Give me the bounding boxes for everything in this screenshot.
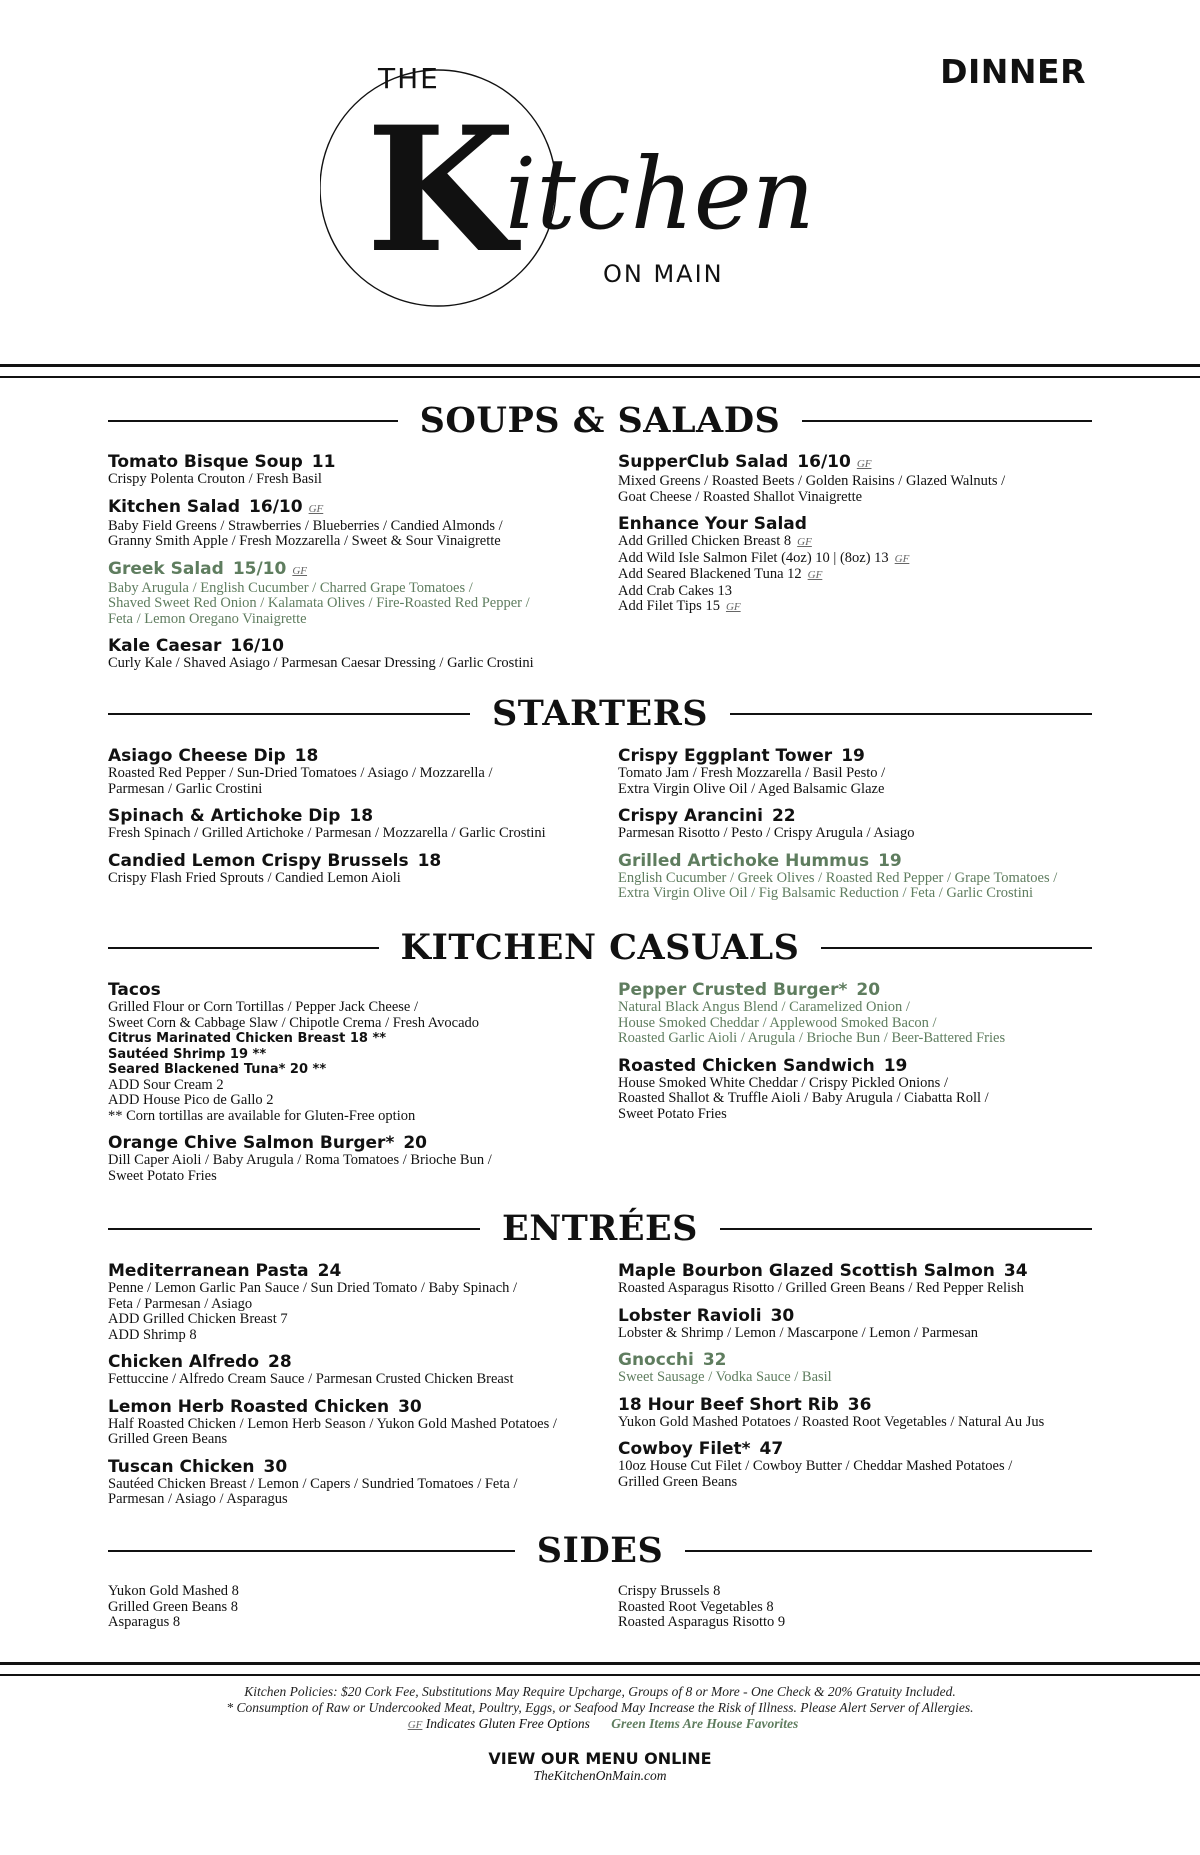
item-price: 34: [1003, 1261, 1028, 1281]
text-line: Asparagus 8: [108, 1614, 181, 1630]
item-title: Pepper Crusted Burger*: [618, 980, 848, 1000]
gluten-free-mark: GF: [725, 601, 741, 613]
sides-right: [618, 1584, 1108, 1631]
section-title-entrees: ENTRÉES: [108, 1208, 1092, 1249]
menu-item-supperclub-salad: [618, 452, 1108, 505]
item-description: ADD Shrimp 8: [108, 1326, 197, 1343]
item-price: 18: [417, 850, 442, 871]
view-menu-online: VIEW OUR MENU ONLINE: [488, 1749, 712, 1768]
item-name: [108, 1397, 598, 1417]
item-name: [108, 452, 598, 472]
bottom-divider: [0, 1662, 1200, 1676]
top-divider: [0, 364, 1200, 378]
item-description: Roasted Garlic Aioli / Arugula / Brioche Bun / Beer-Battered Fries: [618, 1030, 1006, 1046]
item-description: Roasted Shallot & Truffle Aioli / Baby Arugula / Ciabatta Roll /: [618, 1090, 989, 1106]
item-name: [618, 806, 1108, 826]
item-description: Crispy Polenta Crouton / Fresh Basil: [108, 471, 322, 487]
text-line: ADD House Pico de Gallo 2: [108, 1092, 274, 1108]
item-price: 16/10: [797, 452, 851, 472]
item-name: [108, 806, 598, 826]
item-description: Mixed Greens / Roasted Beets / Golden Raisins / Glazed Walnuts /: [618, 473, 1006, 489]
item-price: 19: [841, 746, 865, 766]
item-name: [618, 1439, 1108, 1459]
item-description: Baby Arugula / English Cucumber / Charred Grape Tomatoes /: [108, 579, 473, 596]
item-name: [618, 1306, 1108, 1326]
text-line: Seared Blackened Tuna* 20 **: [108, 1062, 327, 1077]
item-description: Parmesan / Asiago / Asparagus: [108, 1491, 288, 1507]
item-description: Sweet Potato Fries: [618, 1105, 727, 1122]
item-price: 32: [702, 1350, 727, 1370]
menu-item-roasted-chicken-sandwich: [618, 1056, 1108, 1123]
enhance-option: [618, 599, 1108, 616]
enhance-option: [618, 584, 1108, 600]
item-title: Crispy Eggplant Tower: [618, 746, 833, 766]
legend: [0, 1716, 1200, 1733]
section-title-soups-salads: SOUPS & SALADS: [108, 400, 1092, 441]
casuals-right: [618, 980, 1108, 1131]
menu-item-tuscan-chicken: [108, 1457, 598, 1508]
menu-item-crispy-eggplant-tower: [618, 746, 1108, 797]
item-description: Penne / Lemon Garlic Pan Sauce / Sun Dried Tomato / Baby Spinach /: [108, 1280, 518, 1296]
gluten-free-mark: GF: [894, 552, 910, 565]
item-description: Parmesan Risotto / Pesto / Crispy Arugula / Asiago: [618, 825, 915, 841]
menu-item-mediterranean-pasta: [108, 1261, 598, 1343]
item-description: English Cucumber / Greek Olives / Roasted Red Pepper / Grape Tomatoes /: [618, 869, 1058, 886]
item-title: Lemon Herb Roasted Chicken: [108, 1396, 390, 1417]
item-description: ADD Grilled Chicken Breast 7: [108, 1311, 288, 1327]
item-title: Maple Bourbon Glazed Scottish Salmon: [618, 1261, 995, 1281]
item-price: 18: [294, 746, 319, 766]
enhance-option-text: Add Wild Isle Salmon Filet (4oz) 10 | (8oz) 13: [618, 549, 889, 566]
soups-salads-left: [108, 452, 598, 681]
gf-legend-text: Indicates Gluten Free Options: [425, 1716, 590, 1731]
item-description: Roasted Red Pepper / Sun-Dried Tomatoes / Asiago / Mozzarella /: [108, 765, 493, 781]
menu-item-candied-lemon-crispy-brussels: [108, 851, 598, 887]
item-description: Shaved Sweet Red Onion / Kalamata Olives / Fire-Roasted Red Pepper /: [108, 595, 530, 611]
menu-item-maple-bourbon-glazed-scottish-salmon: [618, 1261, 1108, 1297]
item-description: Extra Virgin Olive Oil / Aged Balsamic Glaze: [618, 780, 885, 797]
item-description: Tomato Jam / Fresh Mozzarella / Basil Pesto /: [618, 765, 886, 781]
item-description: Grilled Green Beans: [108, 1431, 228, 1447]
tacos-options: [108, 1031, 598, 1078]
website-link[interactable]: TheKitchenOnMain.com: [533, 1768, 667, 1783]
starters-right: [618, 746, 1108, 911]
section-title-sides: SIDES: [108, 1530, 1092, 1571]
item-title: Roasted Chicken Sandwich: [618, 1055, 875, 1076]
entrees-right: [618, 1261, 1108, 1499]
item-price: 22: [771, 806, 796, 826]
menu-item-grilled-artichoke-hummus: [618, 851, 1108, 902]
item-name: [108, 746, 598, 766]
item-price: 24: [317, 1261, 342, 1281]
text-line: Grilled Flour or Corn Tortillas / Pepper Jack Cheese /: [108, 999, 419, 1015]
item-name: Tacos: [108, 980, 161, 1000]
policy-text: Kitchen Policies: $20 Cork Fee, Substitutions May Require Upcharge, Groups of 8 or More - One Check & 20% Gratuity Included.: [244, 1684, 956, 1699]
item-name: [618, 1056, 1108, 1076]
item-price: 20: [856, 980, 881, 1000]
item-title: Candied Lemon Crispy Brussels: [108, 850, 409, 871]
item-name: [108, 851, 598, 871]
item-title: Kitchen Salad: [108, 496, 241, 517]
menu-type-label: DINNER: [940, 52, 1086, 91]
item-name: [108, 1457, 598, 1477]
item-title: Lobster Ravioli: [618, 1305, 762, 1326]
item-price: 30: [398, 1396, 422, 1417]
enhance-option-text: Add Crab Cakes 13: [618, 582, 732, 599]
item-price: 30: [770, 1305, 795, 1326]
text-line: Yukon Gold Mashed 8: [108, 1583, 239, 1599]
text-line: Grilled Green Beans 8: [108, 1598, 239, 1615]
text-line: Roasted Asparagus Risotto 9: [618, 1614, 786, 1630]
item-description: Grilled Green Beans: [618, 1473, 738, 1490]
item-title: Kale Caesar: [108, 636, 222, 656]
logo-on-main: ON MAIN: [603, 260, 724, 288]
menu-item-lemon-herb-roasted-chicken: [108, 1397, 598, 1448]
item-price: 47: [759, 1439, 784, 1459]
section-title-starters: STARTERS: [108, 693, 1092, 734]
casuals-left: [108, 980, 598, 1193]
gf-legend-mark: GF: [407, 1719, 423, 1731]
item-description: Baby Field Greens / Strawberries / Blueberries / Candied Almonds /: [108, 517, 503, 534]
item-title: Crispy Arancini: [618, 806, 763, 826]
item-description: Crispy Flash Fried Sprouts / Candied Lemon Aioli: [108, 869, 401, 886]
item-name: [618, 851, 1108, 871]
logo-the: THE: [378, 62, 440, 95]
item-price: 18: [349, 806, 374, 826]
menu-item-tacos: [108, 980, 598, 1124]
enhance-option-text: Add Filet Tips 15: [618, 598, 720, 614]
item-description: Feta / Lemon Oregano Vinaigrette: [108, 610, 307, 627]
text-line: Sweet Corn & Cabbage Slaw / Chipotle Crema / Fresh Avocado: [108, 1014, 480, 1031]
item-price: 19: [883, 1055, 908, 1076]
item-price: 30: [263, 1456, 288, 1477]
item-name: [108, 1352, 598, 1372]
item-price: 19: [878, 850, 902, 871]
item-description: House Smoked Cheddar / Applewood Smoked Bacon /: [618, 1014, 937, 1031]
entrees-left: [108, 1261, 598, 1517]
item-title: Tomato Bisque Soup: [108, 452, 303, 472]
text-line: ADD Sour Cream 2: [108, 1076, 224, 1093]
starters-left: [108, 746, 598, 895]
item-title: Spinach & Artichoke Dip: [108, 806, 341, 826]
tacos-desc: [108, 1000, 598, 1031]
item-description: Roasted Asparagus Risotto / Grilled Green Beans / Red Pepper Relish: [618, 1280, 1024, 1296]
item-title: Gnocchi: [618, 1350, 694, 1370]
enhance-list: [618, 534, 1108, 616]
menu-item-cowboy-filet: [618, 1439, 1108, 1490]
tacos-adds: [108, 1078, 598, 1125]
item-description: Yukon Gold Mashed Potatoes / Roasted Root Vegetables / Natural Au Jus: [618, 1413, 1045, 1430]
text-line: ** Corn tortillas are available for Gluten-Free option: [108, 1107, 416, 1124]
item-title: Cowboy Filet*: [618, 1439, 751, 1459]
item-name: [108, 497, 598, 519]
item-name: [618, 452, 1108, 474]
item-title: Grilled Artichoke Hummus: [618, 850, 870, 871]
item-description: Natural Black Angus Blend / Caramelized Onion /: [618, 999, 910, 1015]
item-description: Fresh Spinach / Grilled Artichoke / Parmesan / Mozzarella / Garlic Crostini: [108, 825, 546, 841]
item-description: Sautéed Chicken Breast / Lemon / Capers / Sundried Tomatoes / Feta /: [108, 1475, 518, 1492]
menu-item-tomato-bisque-soup: [108, 452, 598, 488]
enhance-option-text: Add Seared Blackened Tuna 12: [618, 566, 802, 582]
menu-item-lobster-ravioli: [618, 1306, 1108, 1342]
menu-item-crispy-arancini: [618, 806, 1108, 842]
enhance-option: [618, 551, 1108, 568]
item-name: [108, 559, 598, 581]
item-title: Mediterranean Pasta: [108, 1261, 309, 1281]
item-price: 11: [311, 452, 336, 472]
menu-item-orange-chive-salmon-burger: [108, 1133, 598, 1184]
item-title: Tuscan Chicken: [108, 1456, 255, 1477]
item-description: Parmesan / Garlic Crostini: [108, 780, 263, 797]
gluten-free-mark: GF: [308, 502, 324, 515]
item-description: Extra Virgin Olive Oil / Fig Balsamic Reduction / Feta / Garlic Crostini: [618, 885, 1034, 901]
item-price: 16/10: [230, 636, 284, 656]
item-description: Half Roasted Chicken / Lemon Herb Season / Yukon Gold Mashed Potatoes /: [108, 1415, 557, 1432]
text-line: Sautéed Shrimp 19 **: [108, 1046, 267, 1062]
item-description: Goat Cheese / Roasted Shallot Vinaigrette: [618, 488, 863, 505]
gluten-free-mark: GF: [856, 458, 872, 470]
item-description: Sweet Sausage / Vodka Sauce / Basil: [618, 1369, 832, 1385]
item-title: 18 Hour Beef Short Rib: [618, 1394, 839, 1415]
menu-item-spinach-artichoke-dip: [108, 806, 598, 842]
menu-item-kale-caesar: [108, 636, 598, 672]
menu-item-greek-salad: [108, 559, 598, 628]
item-price: 16/10: [249, 496, 303, 517]
item-description: Dill Caper Aioli / Baby Arugula / Roma Tomatoes / Brioche Bun /: [108, 1152, 492, 1168]
menu-item-gnocchi: [618, 1350, 1108, 1386]
item-name: [108, 1133, 598, 1153]
enhance-option-text: Add Grilled Chicken Breast 8: [618, 533, 792, 549]
section-title-kitchen-casuals: KITCHEN CASUALS: [108, 927, 1092, 968]
enhance-option: [618, 534, 1108, 551]
menu-item-kitchen-salad: [108, 497, 598, 550]
item-name: [108, 636, 598, 656]
item-title: Chicken Alfredo: [108, 1352, 260, 1372]
item-name: [108, 1261, 598, 1281]
item-price: 15/10: [232, 558, 287, 579]
item-description: 10oz House Cut Filet / Cowboy Butter / Cheddar Mashed Potatoes /: [618, 1458, 1013, 1474]
item-description: House Smoked White Cheddar / Crispy Pickled Onions /: [618, 1074, 948, 1091]
item-price: 20: [403, 1133, 428, 1153]
favorites-legend: Green Items Are House Favorites: [611, 1716, 799, 1731]
item-description: Lobster & Shrimp / Lemon / Mascarpone / Lemon / Parmesan: [618, 1324, 979, 1341]
item-title: Orange Chive Salmon Burger*: [108, 1133, 395, 1153]
item-name: [618, 746, 1108, 766]
gluten-free-mark: GF: [292, 564, 308, 577]
menu-item-asiago-cheese-dip: [108, 746, 598, 797]
item-price: 28: [268, 1352, 292, 1372]
text-line: Roasted Root Vegetables 8: [618, 1598, 774, 1615]
item-name: [618, 980, 1108, 1000]
item-name: [618, 1395, 1108, 1415]
enhance-option: [618, 567, 1108, 584]
sides-left: [108, 1584, 598, 1631]
logo-k: K: [366, 88, 516, 291]
restaurant-logo: [320, 50, 900, 310]
item-description: Granny Smith Apple / Fresh Mozzarella / Sweet & Sour Vinaigrette: [108, 533, 501, 549]
item-price: 36: [847, 1394, 872, 1415]
text-line: Citrus Marinated Chicken Breast 18 **: [108, 1031, 387, 1046]
item-title: Enhance Your Salad: [618, 514, 807, 534]
gluten-free-mark: GF: [807, 569, 823, 581]
footer: [0, 1684, 1200, 1784]
menu-item-pepper-crusted-burger: [618, 980, 1108, 1047]
item-description: Fettuccine / Alfredo Cream Sauce / Parmesan Crusted Chicken Breast: [108, 1371, 514, 1387]
item-description: Sweet Potato Fries: [108, 1167, 217, 1184]
item-title: Greek Salad: [108, 558, 224, 579]
gluten-free-mark: GF: [797, 536, 812, 548]
item-title: SupperClub Salad: [618, 452, 789, 472]
item-title: Asiago Cheese Dip: [108, 746, 286, 766]
menu-item-18-hour-beef-short-rib: [618, 1395, 1108, 1431]
item-name: [618, 514, 1108, 534]
logo-itchen: itchen: [505, 138, 815, 252]
item-name: [618, 1350, 1108, 1370]
menu-item-enhance-your-salad: [618, 514, 1108, 534]
soups-salads-right: [618, 452, 1108, 616]
menu-item-chicken-alfredo: [108, 1352, 598, 1388]
allergy-notice: * Consumption of Raw or Undercooked Meat, Poultry, Eggs, or Seafood May Increase the Risk of Illness. Please Alert Server of Allergies.: [226, 1700, 974, 1715]
text-line: Crispy Brussels 8: [618, 1583, 721, 1599]
item-name: [618, 1261, 1108, 1281]
item-description: Curly Kale / Shaved Asiago / Parmesan Caesar Dressing / Garlic Crostini: [108, 655, 534, 671]
item-description: Feta / Parmesan / Asiago: [108, 1295, 253, 1312]
